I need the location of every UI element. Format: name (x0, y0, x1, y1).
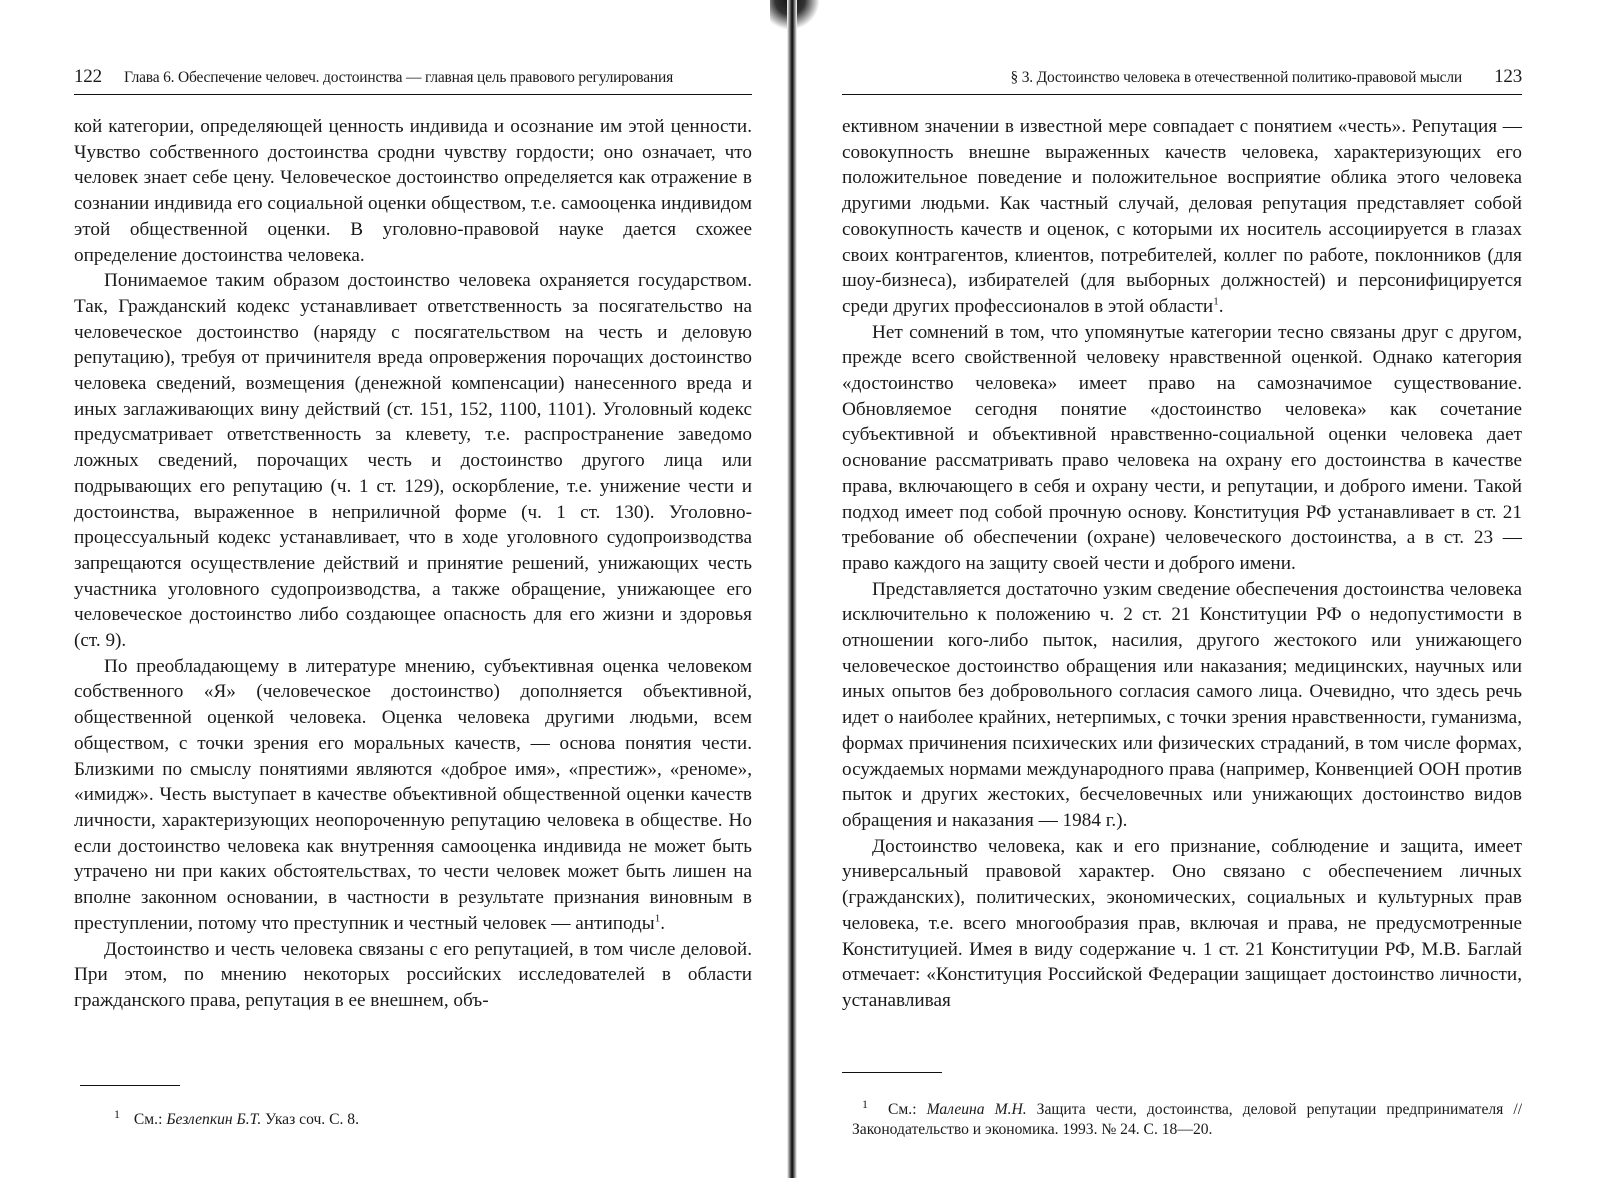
paragraph-text: ективном значении в известной мере совпадает с понятием «честь». Репутация — совокупность внешне выраженных качеств человека, характеризующих его положительное поведение и положительное восприятие облика этого человека другими людьми. Как частный случай, деловая репутация представляет собой совокупность качеств и оценок, с которыми их носитель ассоциируется в глазах своих контрагентов, клиентов, потребителей, коллег по работе, поклонников (для шоу-бизнеса), избирателей (для выборных должностей) и персонифицируется среди других профессионалов в этой области (842, 116, 1522, 317)
paragraph: Нет сомнений в том, что упомянутые категории тесно связаны друг с другом, прежде всего свойственной человеку нравственной оценкой. Однако категория «достоинство человека» имеет право на самозначимое существование. Обновляемое сегодня понятие «достоинство человека» как сочетание субъективной и объективной нравственно-социальной оценки человека дает основание рассматривать право человека на охрану его достоинства в качестве права, включающего в себя и охрану чести, и репутации, и доброго имени. Такой подход имеет под собой прочную основу. Конституция РФ устанавливает в ст. 21 требование об обеспечении (охране) человеческого достоинства, а в ст. 23 — право каждого на защиту своей чести и доброго имени. (842, 321, 1522, 574)
footnote-number: 1 (862, 1097, 868, 1111)
footnote-text: Защита чести, достоинства, деловой репутации предпринимателя // Законодательство и экономика. 1993. № 24. С. 18—20. (852, 1101, 1523, 1139)
footnote-prefix: См.: (888, 1101, 917, 1119)
footnote (114, 1104, 752, 1130)
right-page (842, 0, 1522, 1178)
footnote-prefix: См.: (133, 1111, 163, 1129)
paragraph: кой категории, определяющей ценность индивида и осознание им этой ценности. Чувство собственного достоинства сродни чувству гордости; оно означает, что человек знает себе цену. Человеческое достоинство определяется как отражение в сознании индивида его социальной оценки обществом, т.е. самооценка индивидом этой общественной оценки. В уголовно-правовой науке дается схожее определение достоинства человека. (74, 116, 752, 266)
page-number: 122 (74, 66, 102, 87)
paragraph: Представляется достаточно узким сведение обеспечения достоинства человека исключительно к положению ч. 2 ст. 21 Конституции РФ о недопустимости в отношении кого-либо пыток, насилия, другого жестокого или унижающего человеческое достоинство обращения или наказания; медицинских, научных или иных опытов без добровольного согласия самого лица. Очевидно, что здесь речь идет о наиболее крайних, нетерпимых, с точки зрения нравственности, гуманизма, формах причинения психических или физических страданий, в том числе формах, осуждаемых нормами международного права (например, Конвенцией ООН против пыток и других жестоких, бесчеловечных или унижающих достоинство видов обращения и наказания — 1984 г.). (842, 578, 1522, 831)
footnote-author: Безлепкин Б.Т. (166, 1111, 262, 1129)
header-title: § 3. Достоинство человека в отечественной политико-правовой мысли (1010, 69, 1462, 86)
book-gutter (787, 0, 797, 1178)
header-title: Глава 6. Обеспечение человеч. достоинства — главная цель правового регулирования (124, 69, 674, 86)
footnote-number: 1 (114, 1107, 120, 1121)
footnote-reference: 1 (1213, 295, 1219, 308)
page-number: 123 (1494, 66, 1522, 87)
page-body (842, 114, 1522, 1014)
paragraph: Понимаемое таким образом достоинство человека охраняется государством. Так, Гражданский кодекс устанавливает ответственность за посягательство на человеческое достоинство (наряду с посягательством на честь и деловую репутацию), требуя от причинителя вреда опровержения порочащих достоинство человека сведений, возмещения (денежной компенсации) нанесенного вреда и иных заглаживающих вину действий (ст. 151, 152, 1100, 1101). Уголовный кодекс предусматривает ответственность за клевету, т.е. распространение заведомо ложных сведений, порочащих честь и достоинство другого лица или подрывающих его репутацию (ч. 1 ст. 129), оскорбление, т.е. унижение чести и достоинства, выраженное в неприличной форме (ч. 1 ст. 130). Уголовно-процессуальный кодекс устанавливает, что в ходе уголовного судопроизводства запрещаются осуществление действий и принятие решений, унижающих честь участника уголовного судопроизводства, а также обращение, унижающее его человеческое достоинство либо создающее опасность для его жизни и здоровья (ст. 9). (74, 270, 752, 652)
paragraph: По преобладающему в литературе мнению, субъективная оценка человеком собственного «Я» (человеческое достоинство) дополняется объективной, общественной оценкой человека. Оценка человека другими людьми, всем обществом, с точки зрения его моральных качеств, — основа понятия чести. Близкими по смыслу понятиями являются «доброе имя», «престиж», «реноме», «имидж». Честь выступает в качестве объективной общественной оценки качеств личности, характеризующих неопороченную репутацию человека в обществе. Но если достоинство человека как внутренняя самооценка индивида не может быть утрачено ни при каких обстоятельствах, то чести человек может быть лишен на вполне законном основании, в частности в результате признания виновным в преступлении, потому что преступник и честный человек — антиподы$^1$. (74, 655, 752, 934)
paragraph: Достоинство человека, как и его признание, соблюдение и защита, имеет универсальный правовой характер. Оно связано с обеспечением личных (гражданских), политических, экономических, социальных и культурных прав человека, т.е. всего многообразия прав, включая и права, не предусмотренные Конституцией. Имея в виду содержание ч. 1 ст. 21 Конституции РФ, М.В. Баглай отмечает: «Конституция Российской Федерации защищает достоинство личности, устанавливая (842, 835, 1522, 1011)
running-header (842, 62, 1522, 95)
footnote-text: Указ соч. С. 8. (265, 1111, 359, 1129)
footnote-rule (80, 1085, 180, 1086)
footnote (852, 1094, 1522, 1140)
paragraph: ективном значении в известной мере совпадает с понятием «честь». Репутация — совокупность внешне выраженных качеств человека, характеризующих его положительное поведение и положительное восприятие облика этого человека другими людьми. Как частный случай, деловая репутация представляет собой совокупность качеств и оценок, с которыми их носитель ассоциируется в глазах своих контрагентов, клиентов, потребителей, коллег по работе, поклонников (для шоу-бизнеса), избирателей (для выборных должностей) и персонифицируется среди других профессионалов в этой области$^1$. (842, 116, 1522, 317)
left-page (74, 0, 752, 1178)
footnote-rule (842, 1072, 942, 1073)
page-body (74, 114, 752, 1014)
paragraph-text: По преобладающему в литературе мнению, субъективная оценка человеком собственного «Я» (человеческое достоинство) дополняется объективной, общественной оценкой человека. Оценка человека другими людьми, всем обществом, с точки зрения его моральных качеств, — основа понятия чести. Близкими по смыслу понятиями являются «доброе имя», «престиж», «реноме», «имидж». Честь выступает в качестве объективной общественной оценки качеств личности, характеризующих неопороченную репутацию человека в обществе. Но если достоинство человека как внутренняя самооценка индивида не может быть утрачено ни при каких обстоятельствах, то чести человек может быть лишен на вполне законном основании, в частности в результате признания виновным в преступлении, потому что преступник и честный человек — антиподы (74, 655, 752, 934)
running-header (74, 62, 752, 95)
paragraph: Достоинство и честь человека связаны с его репутацией, в том числе деловой. При этом, по мнению некоторых российских исследователей в области гражданского права, репутация в ее внешнем, объ- (74, 938, 752, 1011)
footnote-author: Малеина М.Н. (926, 1101, 1027, 1119)
footnote-reference: 1 (654, 912, 661, 925)
